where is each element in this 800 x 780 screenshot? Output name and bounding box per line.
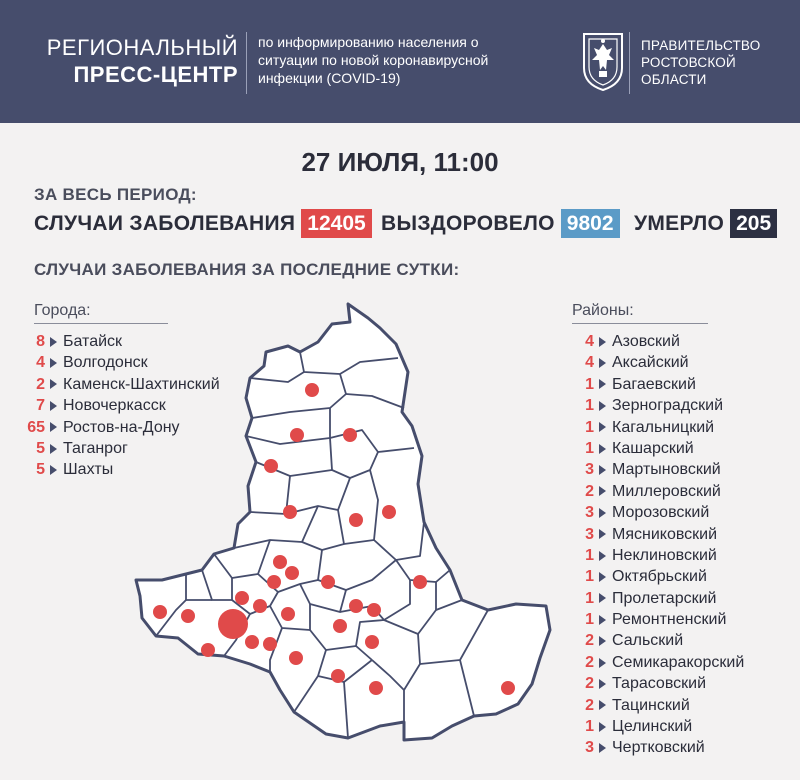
case-count: 1	[585, 375, 594, 393]
triangle-right-icon	[50, 401, 57, 411]
triangle-right-icon	[599, 700, 606, 710]
districts-list	[570, 331, 744, 759]
press-center-title-line1: РЕГИОНАЛЬНЫЙ	[46, 35, 238, 60]
location-name: Шахты	[63, 461, 114, 479]
case-marker	[382, 505, 396, 519]
location-name: Морозовский	[612, 504, 710, 522]
case-count: 3	[585, 504, 594, 522]
triangle-right-icon	[599, 593, 606, 603]
case-marker	[331, 669, 345, 683]
district-item	[570, 524, 744, 545]
location-name: Тарасовский	[612, 675, 707, 693]
case-marker	[235, 591, 249, 605]
district-item	[570, 374, 744, 395]
case-count: 4	[585, 333, 594, 350]
location-name: Мясниковский	[612, 525, 718, 543]
location-name: Ростов-на-Дону	[63, 418, 180, 436]
press-center-title	[44, 34, 238, 88]
case-marker	[289, 651, 303, 665]
district-item	[570, 459, 744, 480]
district-item	[570, 395, 744, 416]
location-name: Каменск-Шахтинский	[63, 375, 220, 393]
case-marker	[283, 505, 297, 519]
case-count: 2	[585, 632, 594, 650]
triangle-right-icon	[599, 529, 606, 539]
case-count: 1	[585, 568, 594, 586]
case-count: 1	[585, 589, 594, 607]
triangle-right-icon	[50, 337, 57, 347]
triangle-right-icon	[599, 679, 606, 689]
location-name: Сальский	[612, 632, 684, 650]
location-name: Целинский	[612, 718, 693, 736]
case-count: 1	[585, 611, 594, 629]
press-center-title-line2: ПРЕСС-ЦЕНТР	[73, 62, 238, 87]
triangle-right-icon	[599, 636, 606, 646]
case-count: 3	[585, 739, 594, 757]
district-item	[570, 417, 744, 438]
deaths-stat	[634, 209, 777, 238]
triangle-right-icon	[599, 551, 606, 561]
district-item	[570, 545, 744, 566]
triangle-right-icon	[599, 444, 606, 454]
case-count: 1	[585, 439, 594, 457]
triangle-right-icon	[599, 486, 606, 496]
recovered-badge: 9802	[561, 209, 620, 238]
case-marker	[245, 635, 259, 649]
case-marker	[349, 599, 363, 613]
location-name: Мартыновский	[612, 461, 721, 479]
district-item	[570, 652, 744, 673]
case-marker	[290, 428, 304, 442]
district-item	[570, 566, 744, 587]
cities-heading: Города:	[34, 302, 91, 319]
location-name: Чертковский	[612, 739, 705, 757]
location-name: Батайск	[63, 333, 123, 350]
case-marker	[181, 609, 195, 623]
location-name: Аксайский	[612, 354, 689, 372]
period-label: ЗА ВЕСЬ ПЕРИОД:	[34, 185, 197, 204]
triangle-right-icon	[599, 422, 606, 432]
district-item	[570, 609, 744, 630]
case-count: 5	[36, 461, 45, 479]
triangle-right-icon	[50, 379, 57, 389]
case-marker	[333, 619, 347, 633]
triangle-right-icon	[599, 572, 606, 582]
location-name: Азовский	[612, 333, 680, 350]
triangle-right-icon	[50, 465, 57, 475]
district-item	[570, 502, 744, 523]
case-marker	[343, 428, 357, 442]
case-count: 1	[585, 418, 594, 436]
case-marker	[305, 383, 319, 397]
case-count: 2	[36, 375, 45, 393]
case-count: 8	[36, 333, 45, 350]
case-count: 65	[27, 418, 45, 436]
location-name: Таганрог	[63, 439, 128, 457]
district-item	[570, 438, 744, 459]
case-count: 2	[585, 675, 594, 693]
location-name: Тацинский	[612, 696, 690, 714]
case-marker	[365, 635, 379, 649]
cases-label: СЛУЧАИ ЗАБОЛЕВАНИЯ	[34, 211, 296, 235]
district-item	[570, 737, 744, 758]
location-name: Новочеркасск	[63, 397, 166, 415]
case-count: 2	[585, 482, 594, 500]
case-marker	[349, 513, 363, 527]
location-name: Пролетарский	[612, 589, 717, 607]
case-marker	[367, 603, 381, 617]
report-date: 27 ИЮЛЯ, 11:00	[301, 147, 499, 177]
header-divider	[246, 32, 247, 94]
case-count: 5	[36, 439, 45, 457]
districts-rule	[572, 323, 708, 324]
triangle-right-icon	[599, 379, 606, 389]
triangle-right-icon	[599, 465, 606, 475]
case-count: 1	[585, 718, 594, 736]
header-divider	[629, 32, 630, 94]
case-marker	[273, 555, 287, 569]
location-name: Миллеровский	[612, 482, 721, 500]
government-name-line2: РОСТОВСКОЙ	[641, 55, 736, 70]
cases-stat	[34, 209, 372, 238]
district-item	[570, 331, 744, 352]
header-banner	[0, 0, 800, 123]
location-name: Волгодонск	[63, 354, 148, 372]
location-name: Кашарский	[612, 439, 694, 457]
cases-badge: 12405	[301, 209, 371, 238]
triangle-right-icon	[50, 422, 57, 432]
triangle-right-icon	[599, 358, 606, 368]
district-item	[570, 673, 744, 694]
case-count: 7	[36, 397, 45, 415]
triangle-right-icon	[599, 337, 606, 347]
case-marker	[267, 575, 281, 589]
case-marker	[264, 459, 278, 473]
district-item	[570, 588, 744, 609]
location-name: Семикаракорский	[612, 653, 745, 671]
location-name: Кагальницкий	[612, 418, 715, 436]
case-marker	[369, 681, 383, 695]
rostov-region-map	[120, 290, 560, 760]
case-marker	[321, 575, 335, 589]
triangle-right-icon	[599, 743, 606, 753]
coat-of-arms-icon	[578, 30, 628, 94]
triangle-right-icon	[599, 658, 606, 668]
case-count: 1	[585, 397, 594, 415]
case-marker	[263, 637, 277, 651]
header-subtitle: по информированию населения о ситуации по новой коронавирусной инфекции (COVID-19)	[258, 34, 489, 86]
case-count: 3	[585, 525, 594, 543]
location-name: Зерноградский	[612, 397, 724, 415]
case-count: 1	[585, 546, 594, 564]
case-marker	[253, 599, 267, 613]
case-count: 4	[585, 354, 594, 372]
location-name: Багаевский	[612, 375, 696, 393]
triangle-right-icon	[599, 722, 606, 732]
district-item	[570, 352, 744, 373]
case-count: 2	[585, 653, 594, 671]
triangle-right-icon	[50, 444, 57, 454]
triangle-right-icon	[599, 401, 606, 411]
case-marker	[201, 643, 215, 657]
location-name: Неклиновский	[612, 546, 717, 564]
case-marker	[153, 605, 167, 619]
deaths-label: УМЕРЛО	[634, 211, 725, 235]
case-marker	[281, 607, 295, 621]
case-count: 4	[36, 354, 45, 372]
triangle-right-icon	[599, 508, 606, 518]
recovered-stat	[381, 209, 620, 238]
districts-heading: Районы:	[572, 302, 634, 319]
case-marker	[501, 681, 515, 695]
case-count: 2	[585, 696, 594, 714]
district-item	[570, 630, 744, 651]
government-name-line3: ОБЛАСТИ	[641, 72, 707, 87]
case-marker	[413, 575, 427, 589]
daily-cases-label: СЛУЧАИ ЗАБОЛЕВАНИЯ ЗА ПОСЛЕДНИЕ СУТКИ:	[34, 260, 460, 279]
government-name-line1: ПРАВИТЕЛЬСТВО	[641, 38, 761, 53]
case-marker	[285, 566, 299, 580]
triangle-right-icon	[50, 358, 57, 368]
location-name: Октябрьский	[612, 568, 707, 586]
case-marker	[218, 609, 248, 639]
district-item	[570, 695, 744, 716]
government-name	[641, 37, 781, 88]
district-item	[570, 481, 744, 502]
district-item	[570, 716, 744, 737]
case-count: 3	[585, 461, 594, 479]
triangle-right-icon	[599, 615, 606, 625]
recovered-label: ВЫЗДОРОВЕЛО	[381, 211, 555, 235]
location-name: Ремонтненский	[612, 611, 727, 629]
deaths-badge: 205	[730, 209, 777, 238]
